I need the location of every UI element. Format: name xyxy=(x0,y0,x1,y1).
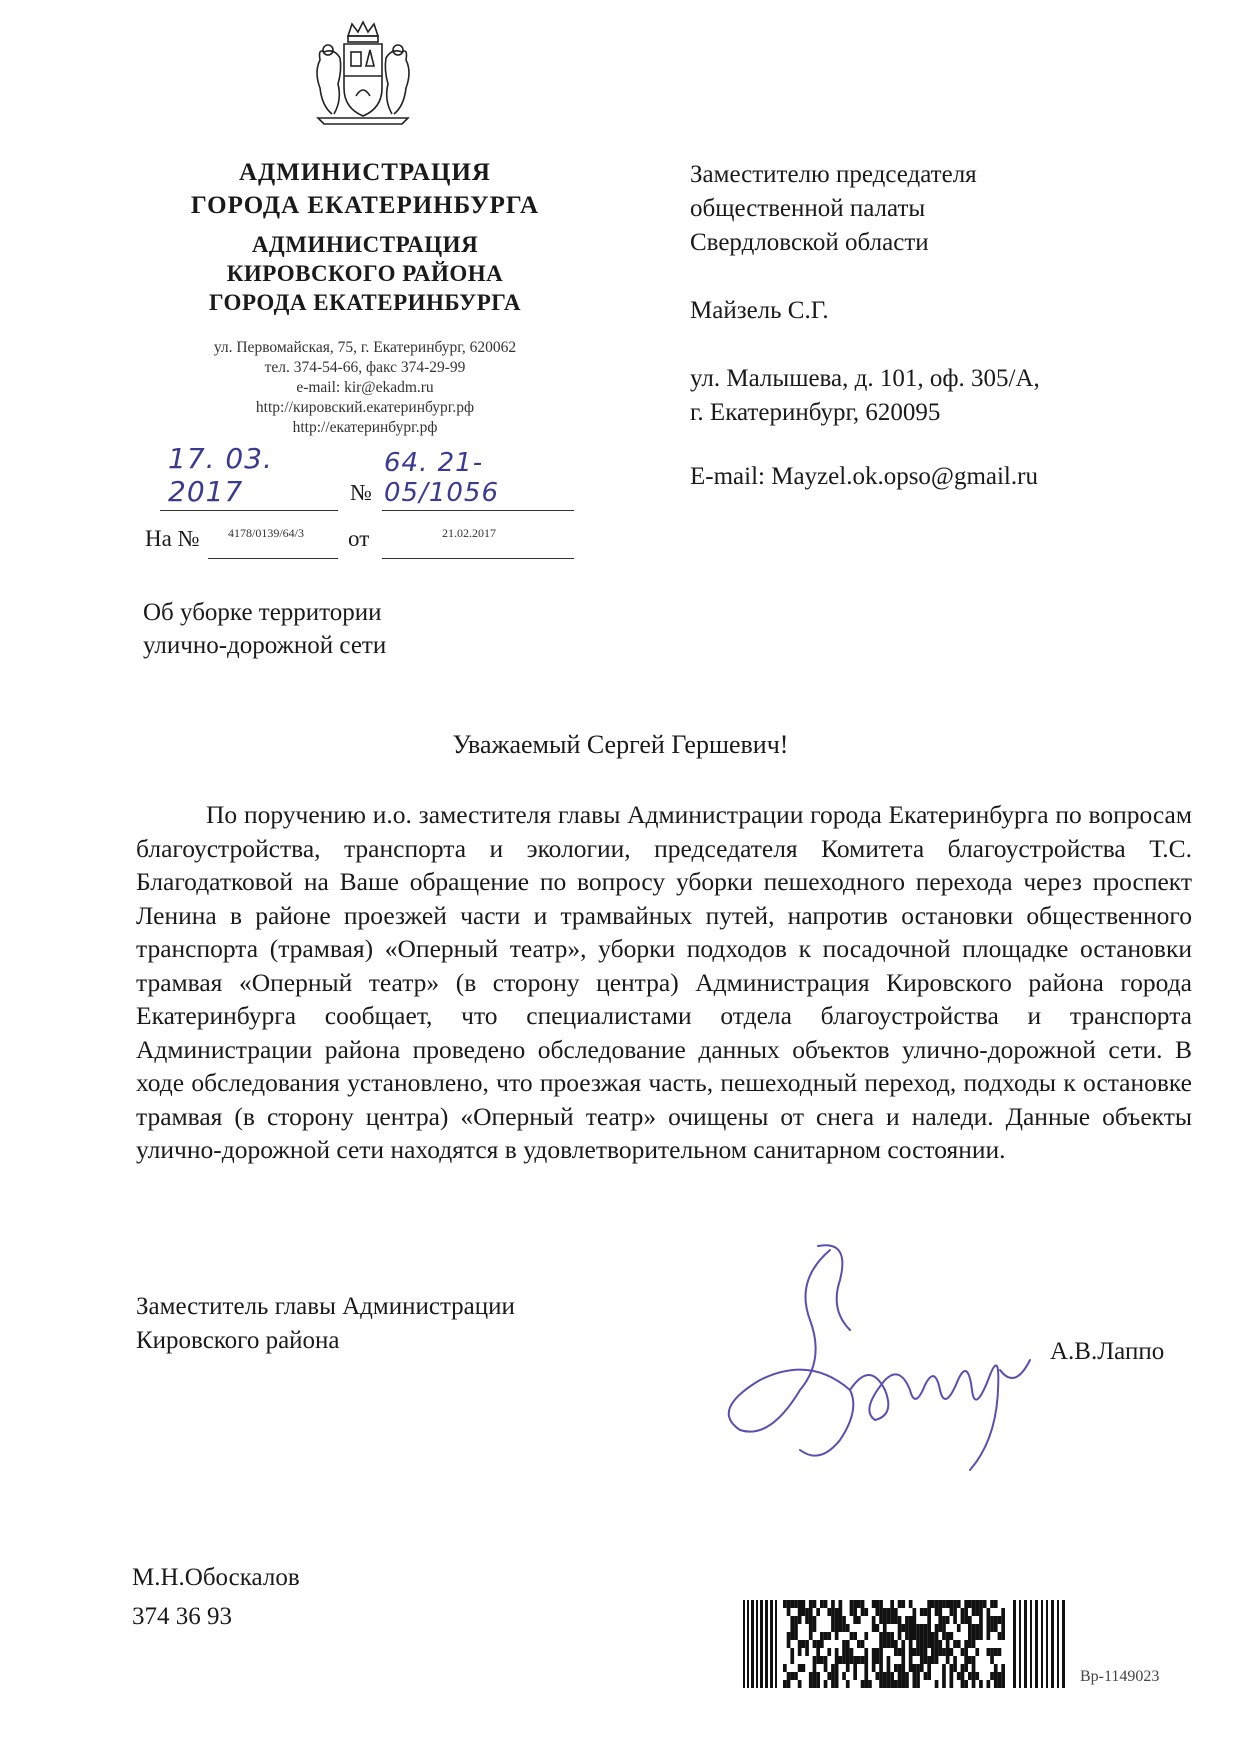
reference-date: 21.02.2017 xyxy=(442,526,496,540)
addressee-name: Майзель С.Г. xyxy=(690,297,829,324)
salutation: Уважаемый Сергей Гершевич! xyxy=(452,730,789,759)
department-title xyxy=(100,230,630,317)
organization-title xyxy=(100,156,630,222)
signatory-position xyxy=(136,1290,515,1358)
dept-title-line2: КИРОВСКОГО РАЙОНА xyxy=(226,261,504,286)
handwritten-signature xyxy=(700,1240,1060,1480)
signatory-name: А.В.Лаппо xyxy=(1050,1338,1165,1365)
document-id: Вр-1149023 xyxy=(1080,1668,1160,1685)
addressee-email: E-mail: Mayzel.ok.opso@gmail.ru xyxy=(690,463,1038,490)
dept-title-line1: АДМИНИСТРАЦИЯ xyxy=(251,232,479,257)
org-title-line2: ГОРОДА ЕКАТЕРИНБУРГА xyxy=(190,192,540,219)
sender-phone: тел. 374-54-66, факс 374-29-99 xyxy=(264,359,466,376)
addressee-block xyxy=(690,158,1040,494)
dept-title-line3: ГОРОДА ЕКАТЕРИНБУРГА xyxy=(209,290,521,315)
sender-address: ул. Первомайская, 75, г. Екатеринбург, 620062 xyxy=(213,339,517,356)
addressee-street: ул. Малышева, д. 101, оф. 305/А, xyxy=(690,365,1040,392)
executor-contact xyxy=(132,1558,300,1636)
outgoing-date-field xyxy=(160,442,338,511)
document-barcode xyxy=(743,1600,1073,1688)
addressee-city: г. Екатеринбург, 620095 xyxy=(690,399,941,426)
subject-line-2: улично-дорожной сети xyxy=(143,632,387,659)
sender-site-2: http://екатеринбург.рф xyxy=(292,419,438,436)
outgoing-number-label: № xyxy=(350,480,372,505)
addressee-line-1: Заместителю председателя xyxy=(690,161,977,188)
letter-subject xyxy=(143,596,386,662)
outgoing-date: 17. 03. 2017 xyxy=(168,442,273,508)
executor-phone: 374 36 93 xyxy=(132,1603,232,1630)
addressee-line-2: общественной палаты xyxy=(690,195,926,222)
signatory-position-line1: Заместитель главы Администрации xyxy=(136,1293,515,1320)
sender-contacts xyxy=(100,338,630,438)
sender-site-1: http://кировский.екатеринбург.рф xyxy=(255,399,475,416)
reference-number-label: На № xyxy=(145,526,200,551)
reference-number: 4178/0139/64/3 xyxy=(228,526,305,540)
outgoing-number-field xyxy=(382,448,574,511)
reference-date-label: от xyxy=(348,526,370,551)
subject-line-1: Об уборке территории xyxy=(143,599,382,626)
reference-date-field xyxy=(382,520,574,559)
outgoing-number: 64. 21-05/1056 xyxy=(384,448,500,508)
letter-body: По поручению и.о. заместителя главы Администрации города Екатеринбурга по вопросам благоустройства, транспорта и экологии, председателя Комитета благоустройства Т.С. Благодатковой на Ваше обращение по вопросу уборки пешеходного перехода через проспект Ленина в районе проезжей части и трамвайных путей, напротив остановки общественного транспорта (трамвая) «Оперный театр», уборки подходов к посадочной площадке остановки трамвая «Оперный театр» (в сторону центра) Администрация Кировского района города Екатеринбурга сообщает, что специалистами отдела благоустройства и транспорта Администрации района проведено обследование данных объектов улично-дорожной сети. В ходе обследования установлено, что проезжая часть, пешеходный переход, подходы к остановке трамвая (в сторону центра) «Оперный театр» очищены от снега и наледи. Данные объекты улично-дорожной сети находятся в удовлетворительном санитарном состоянии. xyxy=(136,800,1192,1164)
executor-name: М.Н.Обоскалов xyxy=(132,1564,300,1591)
coat-of-arms-emblem xyxy=(304,18,422,130)
sender-email: e-mail: kir@ekadm.ru xyxy=(296,379,434,396)
reference-number-field xyxy=(208,520,338,559)
org-title-line1: АДМИНИСТРАЦИЯ xyxy=(239,159,491,186)
addressee-line-3: Свердловской области xyxy=(690,229,929,256)
signatory-position-line2: Кировского района xyxy=(136,1327,340,1354)
